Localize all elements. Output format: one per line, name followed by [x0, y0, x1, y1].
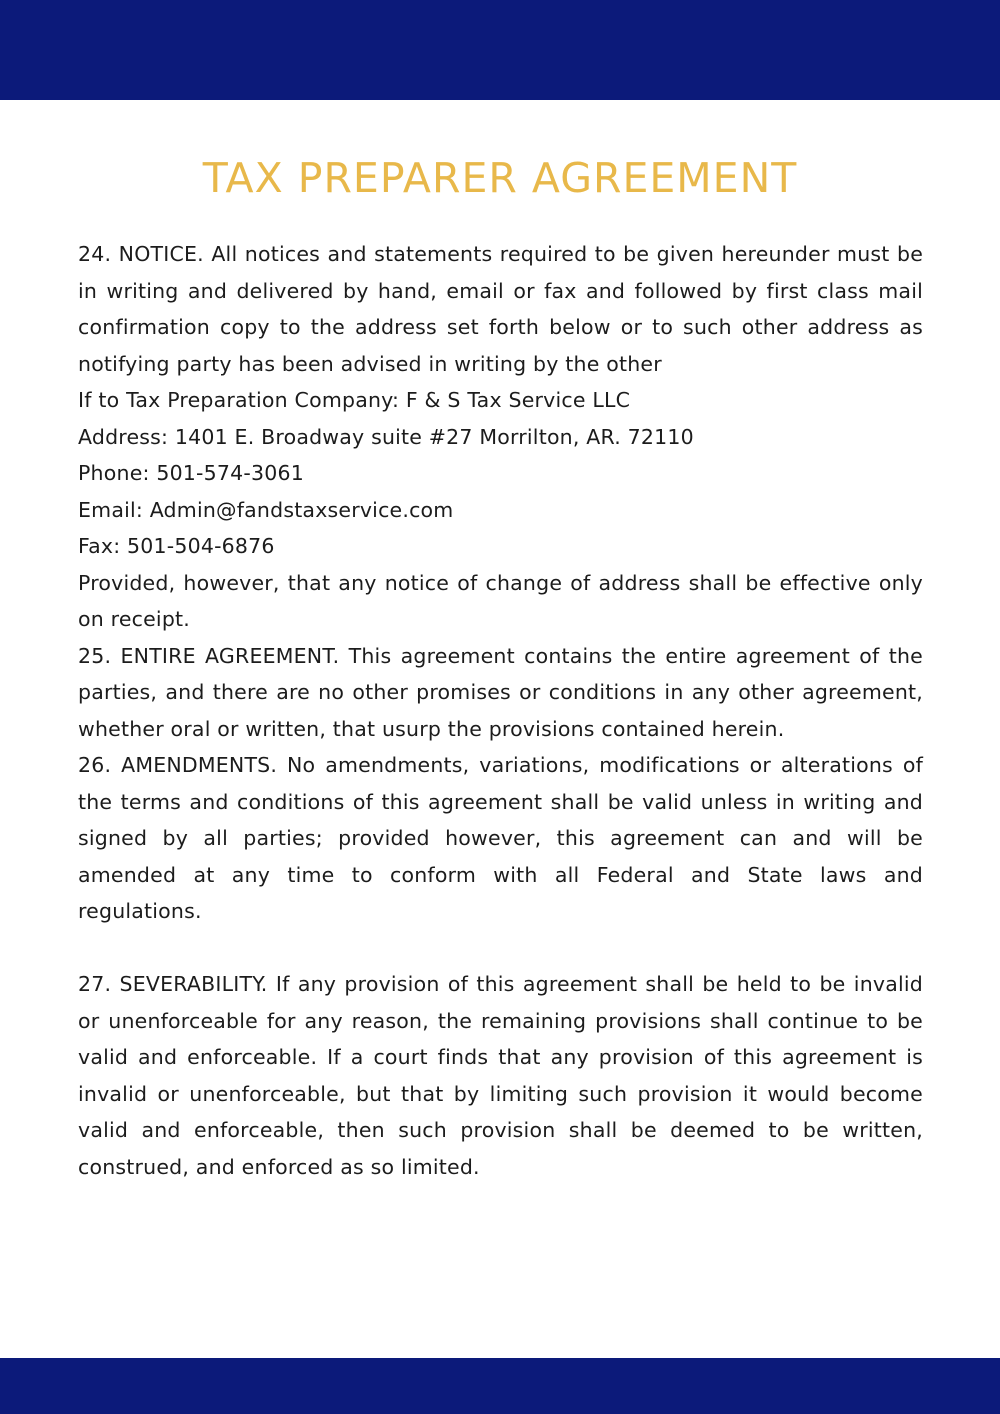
page-title: TAX PREPARER AGREEMENT	[202, 154, 798, 202]
proviso-paragraph: Provided, however, that any notice of change of address shall be effective only on receipt.	[78, 570, 923, 631]
fax-line: Fax: 501-504-6876	[78, 534, 275, 558]
paragraph-gap	[78, 930, 923, 967]
phone-line: Phone: 501-574-3061	[78, 461, 304, 485]
amendments-section: 26. AMENDMENTS. No amendments, variations, modifications or alterations of the terms and conditions of this agreement shall be valid unless in writing and signed by all parties; provided however, this agreement can and will be amended at any time to conform with all Federal and State laws and regulations.	[78, 753, 923, 923]
footer-band	[0, 1358, 1000, 1414]
company-line: If to Tax Preparation Company: F & S Tax Service LLC	[78, 388, 631, 412]
header-band	[0, 0, 1000, 100]
email-line: Email: Admin@fandstaxservice.com	[78, 497, 454, 522]
severability-section: 27. SEVERABILITY. If any provision of this agreement shall be held to be invalid or unenforceable for any reason, the remaining provisions shall continue to be valid and enforceable. If a court finds that any provision of this agreement is invalid or unenforceable, but that by limiting such provision it would become valid and enforceable, then such provision shall be deemed to be written, construed, and enforced as so limited.	[78, 972, 923, 1179]
address-line: Address: 1401 E. Broadway suite #27 Morrilton, AR. 72110	[78, 424, 694, 449]
agreement-body	[78, 236, 923, 1185]
entire-agreement-section: 25. ENTIRE AGREEMENT. This agreement contains the entire agreement of the parties, and there are no other promises or conditions in any other agreement, whether oral or written, that usurp the provisions contained herein.	[78, 643, 923, 741]
notice-section: 24. NOTICE. All notices and statements required to be given hereunder must be in writing and delivered by hand, email or fax and followed by first class mail confirmation copy to the address set forth below or to such other address as notifying party has been advised in writing by the other	[78, 242, 923, 376]
